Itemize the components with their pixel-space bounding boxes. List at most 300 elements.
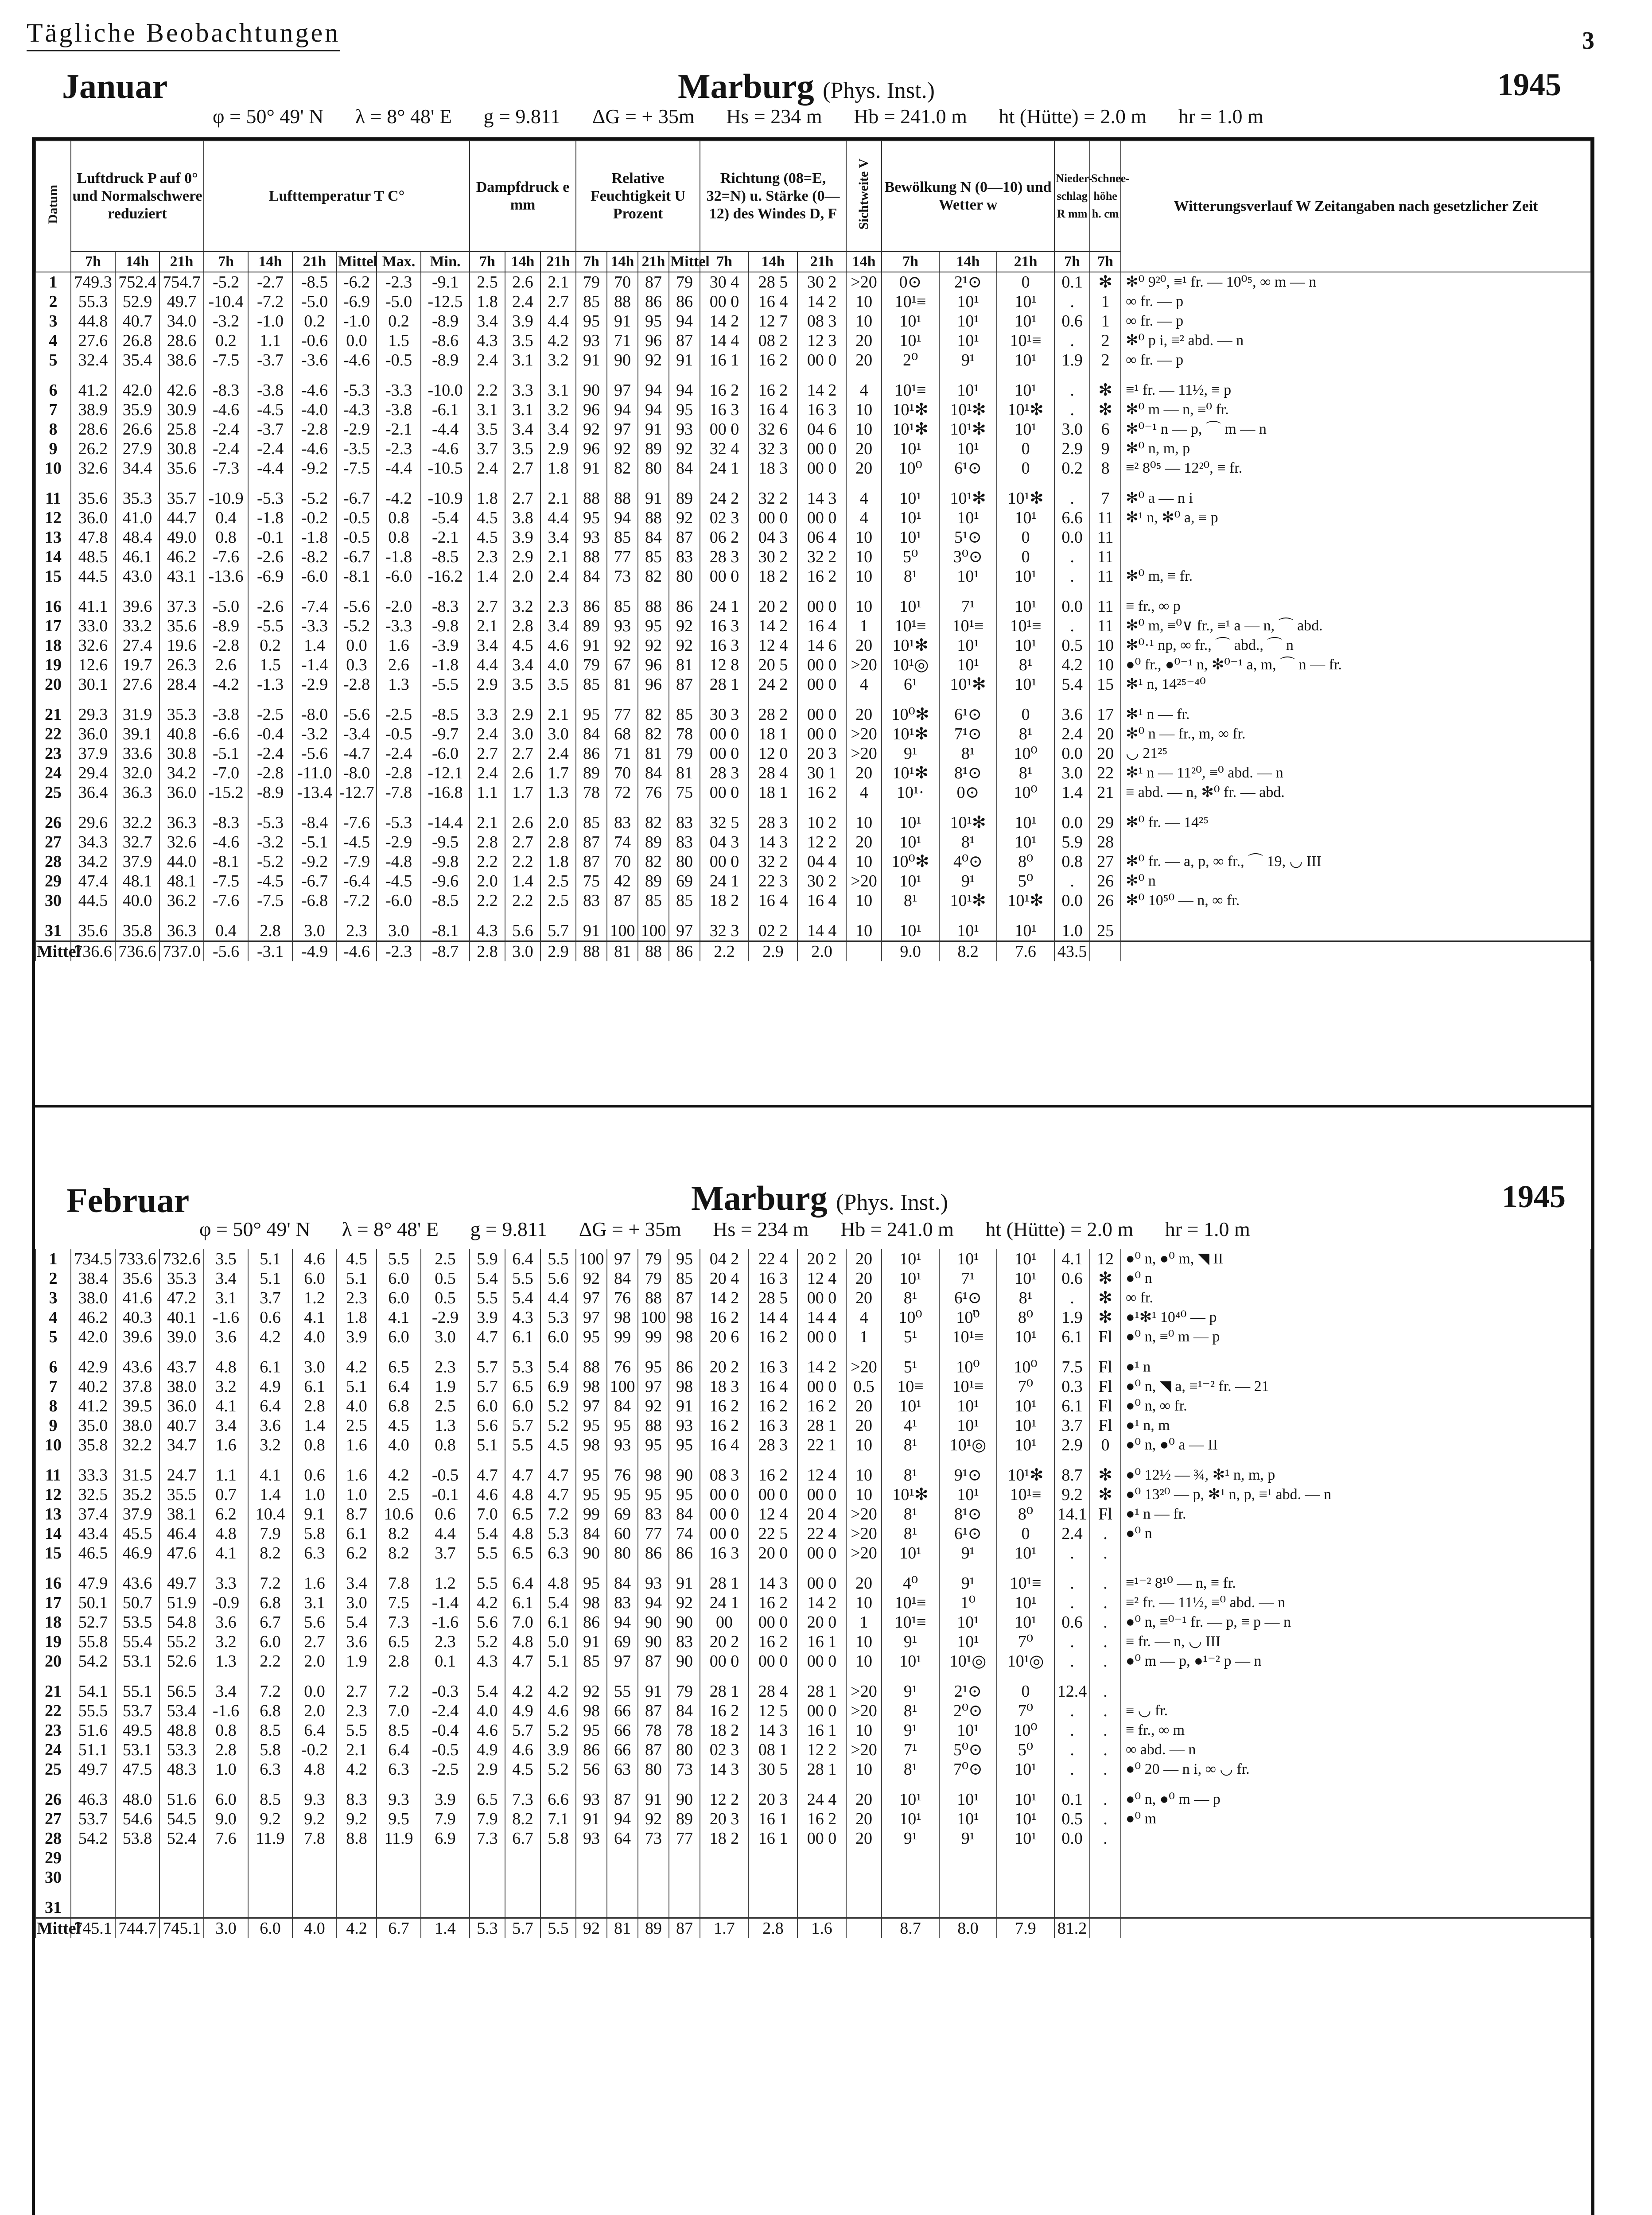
day-row xyxy=(35,1377,1591,1396)
day-cell: 10 xyxy=(35,459,71,478)
value-cell: 12 5 xyxy=(749,1701,797,1721)
value-cell: 47.5 xyxy=(115,1760,159,1779)
value-cell: 28 3 xyxy=(700,547,749,567)
value-cell: -6.7 xyxy=(337,547,377,567)
value-cell: 28 2 xyxy=(749,705,797,724)
value-cell: 4.7 xyxy=(505,1465,540,1485)
value-cell: 5⁰ xyxy=(997,871,1054,891)
value-cell: 2.5 xyxy=(337,1416,377,1435)
value-cell: 10¹ xyxy=(939,1416,997,1435)
value-cell: 14 2 xyxy=(797,1357,846,1377)
subheader-cell: Mittel xyxy=(669,252,700,272)
value-cell: 2.6 xyxy=(377,655,421,675)
value-cell: 04 6 xyxy=(797,420,846,439)
value-cell: 10¹ xyxy=(997,292,1054,311)
value-cell: 20 xyxy=(846,1396,882,1416)
mean-cell: 2.9 xyxy=(540,941,576,962)
value-cell xyxy=(700,1848,749,1868)
value-cell: 04 3 xyxy=(749,528,797,547)
weather-cell: ✻⁰ m, ≡⁰∨ fr., ≡¹ a — n, ⌒ abd. xyxy=(1121,616,1591,636)
value-cell: 28 xyxy=(1090,832,1121,852)
value-cell: 28 5 xyxy=(749,1288,797,1308)
value-cell: 36.3 xyxy=(159,921,204,941)
value-cell: 4.8 xyxy=(292,1760,337,1779)
value-cell: 10¹ xyxy=(882,1809,939,1829)
day-cell: 23 xyxy=(35,1721,71,1740)
weather-cell: ∞ fr. — p xyxy=(1121,350,1591,370)
value-cell: 0.6 xyxy=(1054,1269,1090,1288)
day-row xyxy=(35,1721,1591,1740)
value-cell: 00 0 xyxy=(797,1652,846,1671)
value-cell: 3.7 xyxy=(421,1543,470,1563)
mean-cell: 2.0 xyxy=(797,941,846,962)
row-spacer xyxy=(35,586,1591,597)
value-cell: . xyxy=(1090,1524,1121,1543)
value-cell: 35.7 xyxy=(159,489,204,508)
subheader-cell: 7h xyxy=(470,252,505,272)
value-cell: 10 xyxy=(846,1760,882,1779)
value-cell: 44.7 xyxy=(159,508,204,528)
value-cell: 2.5 xyxy=(470,272,505,292)
value-cell: 6.9 xyxy=(421,1829,470,1848)
value-cell: 5¹ xyxy=(882,1327,939,1347)
value-cell xyxy=(700,1868,749,1887)
mean-cell: 7.9 xyxy=(997,1918,1054,1939)
day-cell: 11 xyxy=(35,1465,71,1485)
value-cell: 8¹ xyxy=(882,891,939,910)
value-cell: 10⁰̈ xyxy=(939,1308,997,1327)
value-cell: 36.0 xyxy=(159,783,204,802)
value-cell: . xyxy=(1090,1613,1121,1632)
weather-cell: ✻⁰ fr. — 14²⁵ xyxy=(1121,813,1591,832)
value-cell: 10¹ xyxy=(939,311,997,331)
value-cell: 752.4 xyxy=(115,272,159,292)
value-cell: ✻ xyxy=(1090,400,1121,420)
value-cell: 4¹ xyxy=(882,1416,939,1435)
value-cell: 4.7 xyxy=(540,1485,576,1504)
value-cell: 5.4 xyxy=(540,1357,576,1377)
value-cell: 1⁰ xyxy=(939,1593,997,1613)
day-row xyxy=(35,1485,1591,1504)
day-row xyxy=(35,616,1591,636)
value-cell: 10¹✻ xyxy=(939,400,997,420)
value-cell: 20 6 xyxy=(700,1327,749,1347)
value-cell: 22 3 xyxy=(749,871,797,891)
value-cell: 77 xyxy=(607,705,638,724)
value-cell: 18 3 xyxy=(700,1377,749,1396)
page-number: 3 xyxy=(1582,27,1594,54)
value-cell: 28 1 xyxy=(700,675,749,694)
value-cell: 84 xyxy=(607,1574,638,1593)
value-cell: 3.3 xyxy=(204,1574,248,1593)
value-cell: 50.7 xyxy=(115,1593,159,1613)
value-cell: 10¹ xyxy=(939,655,997,675)
value-cell: 5.5 xyxy=(540,1249,576,1269)
value-cell: 1 xyxy=(1090,311,1121,331)
param-lon: λ = 8° 48' E xyxy=(342,1218,439,1240)
value-cell: 733.6 xyxy=(115,1249,159,1269)
value-cell: 7.9 xyxy=(470,1809,505,1829)
value-cell: 5.2 xyxy=(540,1416,576,1435)
value-cell: 5.7 xyxy=(540,921,576,941)
value-cell: . xyxy=(1054,1574,1090,1593)
row-spacer xyxy=(35,1779,1591,1790)
value-cell: 4.6 xyxy=(292,1249,337,1269)
value-cell: 6.4 xyxy=(377,1377,421,1396)
value-cell: 92 xyxy=(669,1593,700,1613)
value-cell: 8 xyxy=(1090,459,1121,478)
value-cell: -5.0 xyxy=(292,292,337,311)
value-cell: 28 5 xyxy=(749,272,797,292)
value-cell: -2.8 xyxy=(292,420,337,439)
value-cell: 3.9 xyxy=(540,1740,576,1760)
value-cell: 16 4 xyxy=(749,891,797,910)
value-cell: 98 xyxy=(669,1327,700,1347)
value-cell: 35.6 xyxy=(115,1269,159,1288)
value-cell: 6.0 xyxy=(204,1790,248,1809)
value-cell: 20 xyxy=(846,1416,882,1435)
value-cell: -0.2 xyxy=(292,508,337,528)
value-cell: 16 2 xyxy=(700,1416,749,1435)
value-cell: 75 xyxy=(576,871,607,891)
value-cell: 94 xyxy=(607,1613,638,1632)
value-cell: 4.7 xyxy=(470,1327,505,1347)
value-cell: . xyxy=(1090,1721,1121,1740)
day-row xyxy=(35,871,1591,891)
year-january: 1945 xyxy=(1497,67,1561,102)
value-cell: 4.2 xyxy=(1054,655,1090,675)
value-cell: 14 3 xyxy=(749,832,797,852)
value-cell: 0.8 xyxy=(1054,852,1090,871)
value-cell: -0.5 xyxy=(377,350,421,370)
value-cell: 2.3 xyxy=(421,1632,470,1652)
value-cell: 20 2 xyxy=(700,1357,749,1377)
value-cell: 4.2 xyxy=(248,1327,292,1347)
value-cell: 10 xyxy=(846,1632,882,1652)
value-cell: 97 xyxy=(576,1308,607,1327)
value-cell: 98 xyxy=(669,1308,700,1327)
value-cell: 28 3 xyxy=(749,1435,797,1455)
weather-cell: ●⁰ n, ∞ fr. xyxy=(1121,1396,1591,1416)
value-cell: 6.1 xyxy=(540,1613,576,1632)
value-cell: 10¹ xyxy=(997,567,1054,586)
value-cell: 18 1 xyxy=(749,783,797,802)
day-row xyxy=(35,597,1591,616)
value-cell: 0 xyxy=(997,272,1054,292)
value-cell: 00 0 xyxy=(797,350,846,370)
value-cell: 10¹ xyxy=(997,420,1054,439)
weather-cell: ●⁰ n, ≡⁰ m — p xyxy=(1121,1327,1591,1347)
value-cell: 87 xyxy=(576,852,607,871)
value-cell: 89 xyxy=(669,1809,700,1829)
mean-cell: -3.1 xyxy=(248,941,292,962)
value-cell: 2.4 xyxy=(1054,1524,1090,1543)
value-cell: 3.0 xyxy=(421,1327,470,1347)
value-cell: 72 xyxy=(607,783,638,802)
value-cell: 80 xyxy=(669,852,700,871)
value-cell: 0.3 xyxy=(337,655,377,675)
value-cell: 8¹ xyxy=(939,832,997,852)
value-cell: 51.6 xyxy=(71,1721,115,1740)
value-cell: -4.7 xyxy=(337,744,377,763)
value-cell: 28 4 xyxy=(749,1682,797,1701)
value-cell: 91 xyxy=(669,1396,700,1416)
value-cell: 83 xyxy=(669,547,700,567)
value-cell: 6.5 xyxy=(505,1504,540,1524)
value-cell: 85 xyxy=(669,1269,700,1288)
value-cell: -8.3 xyxy=(421,597,470,616)
station-params-february xyxy=(199,1217,1277,1241)
param-ht: ht (Hütte) = 2.0 m xyxy=(999,105,1147,128)
value-cell: . xyxy=(1090,1740,1121,1760)
value-cell: 49.7 xyxy=(159,292,204,311)
value-cell: 79 xyxy=(576,655,607,675)
col-datum: Datum xyxy=(35,141,71,272)
value-cell: 95 xyxy=(638,311,669,331)
value-cell: 9.2 xyxy=(337,1809,377,1829)
value-cell: 5.6 xyxy=(470,1613,505,1632)
value-cell: 10.4 xyxy=(248,1504,292,1524)
mean-cell: 81 xyxy=(607,941,638,962)
day-cell: 3 xyxy=(35,311,71,331)
value-cell: 5.4 xyxy=(470,1269,505,1288)
value-cell: 10¹✻ xyxy=(939,420,997,439)
value-cell: 16 3 xyxy=(797,400,846,420)
value-cell: 00 0 xyxy=(700,744,749,763)
value-cell: 10¹ xyxy=(997,1269,1054,1288)
value-cell: >20 xyxy=(846,744,882,763)
value-cell: 88 xyxy=(638,1416,669,1435)
value-cell: 4.0 xyxy=(540,655,576,675)
value-cell: 10¹ xyxy=(997,508,1054,528)
value-cell: -15.2 xyxy=(204,783,248,802)
value-cell: 4.2 xyxy=(540,1682,576,1701)
value-cell: 95 xyxy=(607,1485,638,1504)
value-cell: -6.0 xyxy=(421,744,470,763)
value-cell: 1.7 xyxy=(540,763,576,783)
value-cell: 7.8 xyxy=(292,1829,337,1848)
value-cell: 81 xyxy=(669,763,700,783)
value-cell: 41.6 xyxy=(115,1288,159,1308)
value-cell: 20 4 xyxy=(797,1504,846,1524)
value-cell: 41.1 xyxy=(71,597,115,616)
value-cell: 02 3 xyxy=(700,508,749,528)
value-cell: 10⁰ xyxy=(997,1721,1054,1740)
value-cell: 16 2 xyxy=(797,1809,846,1829)
row-spacer xyxy=(35,1563,1591,1574)
value-cell: 24 2 xyxy=(700,489,749,508)
value-cell: 35.6 xyxy=(159,459,204,478)
value-cell: 3.1 xyxy=(204,1288,248,1308)
value-cell: 10¹ xyxy=(997,832,1054,852)
value-cell: 70 xyxy=(607,763,638,783)
value-cell: 8.2 xyxy=(377,1524,421,1543)
value-cell: 96 xyxy=(638,331,669,350)
value-cell: 1.0 xyxy=(204,1760,248,1779)
day-row xyxy=(35,1269,1591,1288)
value-cell: 6.0 xyxy=(377,1269,421,1288)
value-cell: 47.4 xyxy=(71,871,115,891)
day-row xyxy=(35,1288,1591,1308)
weather-cell: ●⁰ 20 — n i, ∞ ◡ fr. xyxy=(1121,1760,1591,1779)
value-cell xyxy=(159,1848,204,1868)
value-cell: 10¹◎ xyxy=(939,1435,997,1455)
value-cell: 4.2 xyxy=(337,1357,377,1377)
value-cell: 28.6 xyxy=(159,331,204,350)
value-cell: 10¹≡ xyxy=(939,1327,997,1347)
value-cell: 2.7 xyxy=(505,744,540,763)
value-cell: 0.0 xyxy=(1054,528,1090,547)
value-cell: 2.1 xyxy=(540,547,576,567)
value-cell: 2.7 xyxy=(337,1682,377,1701)
value-cell: >20 xyxy=(846,1682,882,1701)
value-cell: 16 2 xyxy=(749,350,797,370)
value-cell: 30 4 xyxy=(700,272,749,292)
day-cell: 9 xyxy=(35,439,71,459)
mean-cell: 89 xyxy=(638,1918,669,1939)
value-cell: 33.3 xyxy=(71,1465,115,1485)
value-cell: 734.5 xyxy=(71,1249,115,1269)
value-cell: 91 xyxy=(638,1682,669,1701)
value-cell: . xyxy=(1054,547,1090,567)
subheader-cell: 7h xyxy=(1054,252,1090,272)
value-cell: . xyxy=(1054,1288,1090,1308)
value-cell xyxy=(204,1898,248,1918)
value-cell: 2.8 xyxy=(505,616,540,636)
value-cell: 16 1 xyxy=(749,1809,797,1829)
value-cell: -6.8 xyxy=(292,891,337,910)
value-cell: 00 0 xyxy=(797,655,846,675)
value-cell: 10¹✻ xyxy=(939,891,997,910)
subheader-cell: Mittel xyxy=(337,252,377,272)
value-cell: 00 0 xyxy=(700,567,749,586)
value-cell: 49.7 xyxy=(71,1760,115,1779)
value-cell: 3.4 xyxy=(505,655,540,675)
day-row xyxy=(35,1524,1591,1543)
value-cell: 39.6 xyxy=(115,1327,159,1347)
value-cell: 10¹≡ xyxy=(939,616,997,636)
value-cell: 10¹≡ xyxy=(882,1593,939,1613)
day-row xyxy=(35,1308,1591,1327)
value-cell: 5.6 xyxy=(540,1269,576,1288)
mean-cell: 8.2 xyxy=(939,941,997,962)
value-cell: -9.8 xyxy=(421,616,470,636)
mean-cell: 6.0 xyxy=(248,1918,292,1939)
value-cell: 10¹✻ xyxy=(882,420,939,439)
value-cell: 10¹ xyxy=(939,1396,997,1416)
value-cell: 2.0 xyxy=(470,871,505,891)
value-cell: 16 2 xyxy=(700,1308,749,1327)
value-cell: 29.4 xyxy=(71,763,115,783)
value-cell: -4.5 xyxy=(377,871,421,891)
day-cell: 25 xyxy=(35,1760,71,1779)
value-cell: 8.7 xyxy=(337,1504,377,1524)
value-cell: -2.1 xyxy=(421,528,470,547)
value-cell: 89 xyxy=(638,871,669,891)
value-cell xyxy=(377,1848,421,1868)
value-cell: 10¹ xyxy=(882,528,939,547)
value-cell: -0.4 xyxy=(248,724,292,744)
value-cell: -1.4 xyxy=(292,655,337,675)
value-cell: 36.3 xyxy=(159,813,204,832)
weather-cell: ●⁰ m — p, ●¹⁻² p — n xyxy=(1121,1652,1591,1671)
value-cell: -9.2 xyxy=(292,852,337,871)
value-cell: 6.7 xyxy=(505,1829,540,1848)
value-cell: 10≡ xyxy=(882,1377,939,1396)
value-cell xyxy=(470,1848,505,1868)
day-cell: 2 xyxy=(35,292,71,311)
value-cell: 87 xyxy=(669,675,700,694)
value-cell: 10¹ xyxy=(939,921,997,941)
value-cell: 10 xyxy=(846,311,882,331)
value-cell: 55.3 xyxy=(71,292,115,311)
value-cell: 5.5 xyxy=(505,1435,540,1455)
value-cell: 12 2 xyxy=(700,1790,749,1809)
value-cell: 86 xyxy=(638,292,669,311)
value-cell: 10¹ xyxy=(939,1790,997,1809)
value-cell: 10¹ xyxy=(997,1396,1054,1416)
value-cell: 0 xyxy=(997,1682,1054,1701)
value-cell: -6.6 xyxy=(204,724,248,744)
value-cell xyxy=(638,1848,669,1868)
value-cell: 53.4 xyxy=(159,1701,204,1721)
value-cell: 0.1 xyxy=(1054,272,1090,292)
day-row xyxy=(35,350,1591,370)
value-cell: 10¹ xyxy=(997,1543,1054,1563)
value-cell: 00 0 xyxy=(797,1701,846,1721)
value-cell: 10⁰✻ xyxy=(882,852,939,871)
param-g: g = 9.811 xyxy=(470,1218,548,1240)
value-cell: 91 xyxy=(638,1790,669,1809)
day-cell: 17 xyxy=(35,616,71,636)
day-row xyxy=(35,1574,1591,1593)
value-cell: 6¹⊙ xyxy=(939,1288,997,1308)
value-cell: 35.5 xyxy=(159,1485,204,1504)
day-cell: 19 xyxy=(35,655,71,675)
day-row xyxy=(35,891,1591,910)
value-cell: 40.2 xyxy=(71,1377,115,1396)
weather-cell: ✻⁰ m — n, ≡⁰ fr. xyxy=(1121,400,1591,420)
value-cell: -0.6 xyxy=(292,331,337,350)
value-cell: 7.9 xyxy=(421,1809,470,1829)
day-row xyxy=(35,292,1591,311)
mean-cell: -8.7 xyxy=(421,941,470,962)
value-cell: 12 3 xyxy=(797,331,846,350)
value-cell: >20 xyxy=(846,1543,882,1563)
value-cell: 28 1 xyxy=(797,1416,846,1435)
day-cell: 13 xyxy=(35,1504,71,1524)
value-cell: 00 0 xyxy=(700,724,749,744)
value-cell: 16 2 xyxy=(749,1632,797,1652)
value-cell: 8¹ xyxy=(882,1524,939,1543)
value-cell: 8¹⊙ xyxy=(939,1504,997,1524)
value-cell: 3.9 xyxy=(505,528,540,547)
value-cell: 91 xyxy=(576,921,607,941)
value-cell: 2.9 xyxy=(470,675,505,694)
value-cell: 80 xyxy=(607,1543,638,1563)
value-cell: 49.0 xyxy=(159,528,204,547)
mean-cell: 81.2 xyxy=(1054,1918,1090,1939)
col-schnee: Schnee-höhe h. cm xyxy=(1090,141,1121,252)
value-cell: 97 xyxy=(576,1288,607,1308)
value-cell: 16 2 xyxy=(700,1396,749,1416)
weather-cell: ✻⁰·¹ np, ∞ fr., ⌒ abd., ⌒ n xyxy=(1121,636,1591,655)
value-cell: 5.7 xyxy=(470,1377,505,1396)
value-cell: 4.1 xyxy=(1054,1249,1090,1269)
value-cell: 74 xyxy=(669,1524,700,1543)
value-cell: 22 4 xyxy=(749,1249,797,1269)
value-cell: 4 xyxy=(846,508,882,528)
